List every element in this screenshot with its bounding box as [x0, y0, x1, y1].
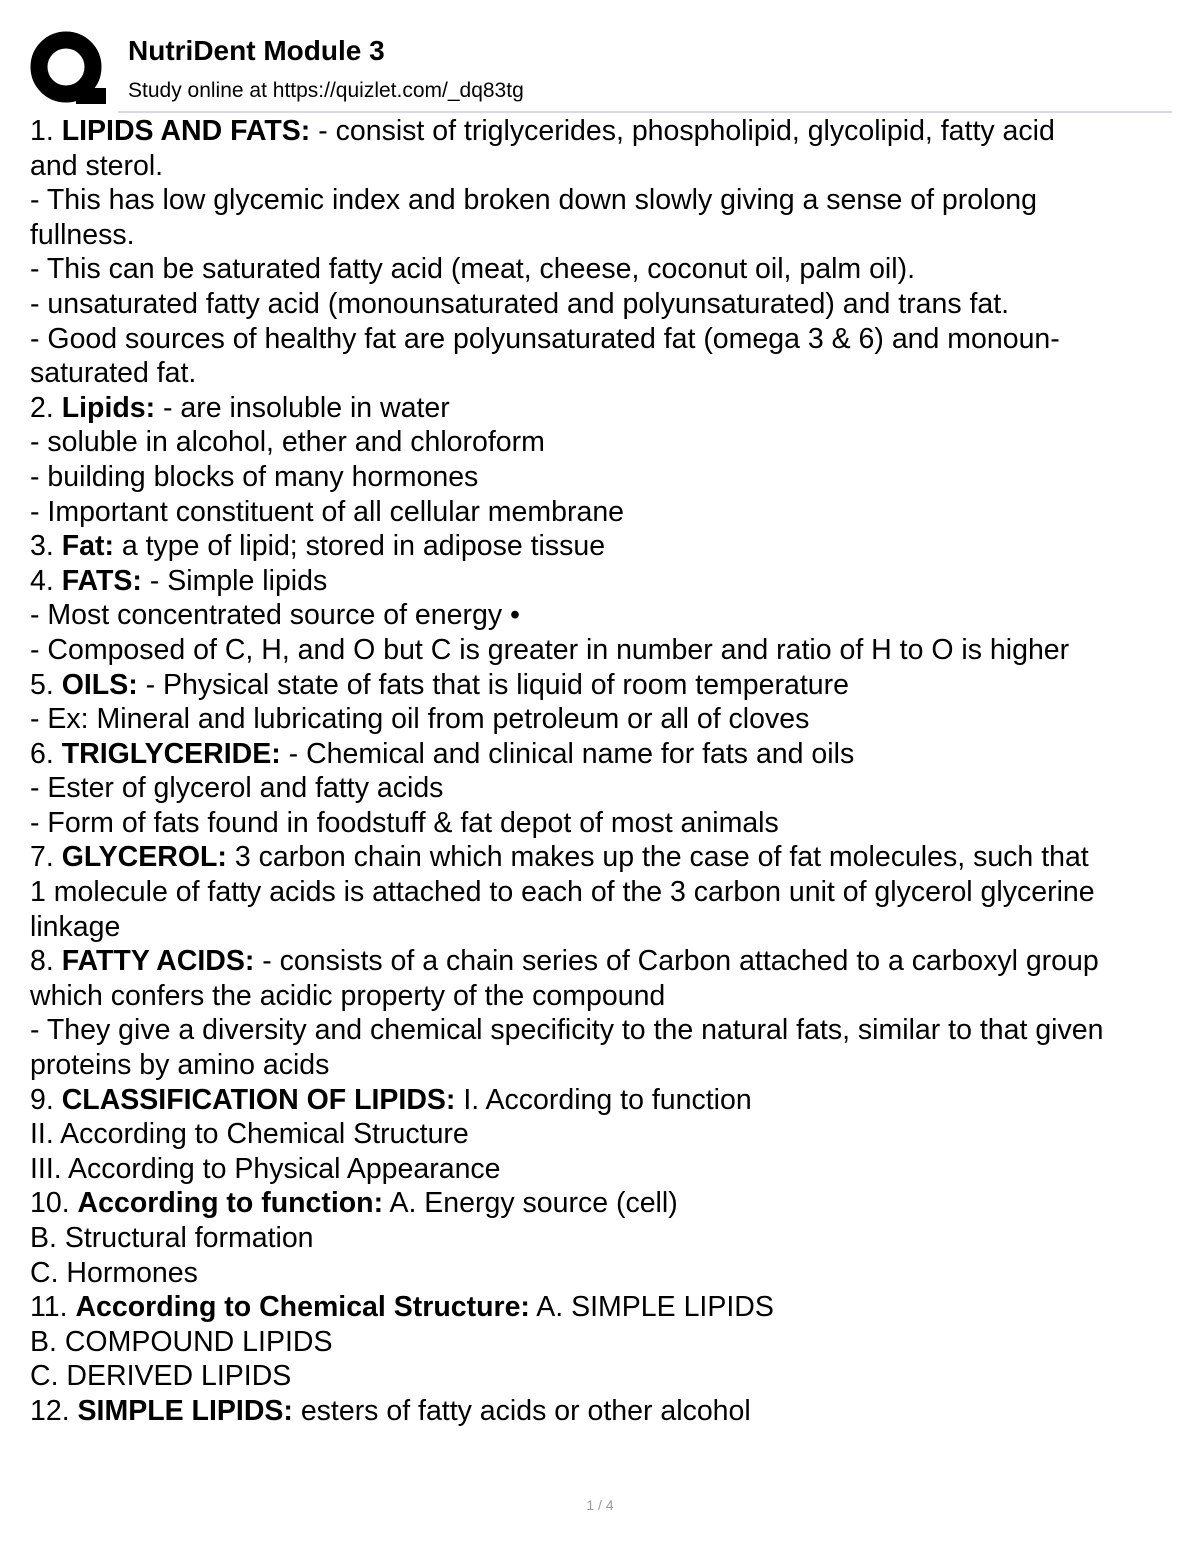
document-title: NutriDent Module 3 [128, 35, 385, 66]
definition-text: I. According to function [455, 1083, 752, 1116]
term-label: FATS: [61, 564, 142, 597]
item-number: 1. [30, 115, 54, 147]
flashcard-text-line [30, 356, 1180, 391]
definition-text: - are insoluble in water [155, 391, 450, 424]
flashcard-text-line [30, 287, 1180, 322]
flashcard-text-line [30, 425, 1180, 460]
definition-text: II. According to Chemical Structure [30, 1118, 469, 1151]
definition-text: - Physical state of fats that is liquid of room temperature [137, 668, 849, 701]
definition-text: - consists of a chain series of Carbon attached to a carboxyl group [254, 945, 1099, 978]
term-label: Lipids: [61, 391, 156, 424]
definition-text: 3 carbon chain which makes up the case of fat molecules, such that [226, 841, 1089, 874]
item-number: 3. [30, 530, 54, 563]
flashcard-term-line [30, 1083, 1180, 1118]
flashcard-text-line [30, 460, 1180, 495]
flashcard-term-line [30, 564, 1180, 599]
definition-text: - Simple lipids [141, 564, 328, 597]
page-number: 1 / 4 [586, 1497, 614, 1513]
flashcard-text-line [30, 875, 1180, 910]
term-label: SIMPLE LIPIDS: [77, 1394, 293, 1427]
term-label: LIPIDS AND FATS: [61, 115, 311, 147]
flashcard-text-line [30, 1048, 1180, 1083]
definition-text: C. DERIVED LIPIDS [30, 1360, 292, 1393]
definition-text: - Good sources of healthy fat are polyunsaturated fat (omega 3 & 6) and monoun- [30, 322, 1060, 355]
flashcard-term-line [30, 1290, 1180, 1325]
flashcard-text-line [30, 1256, 1180, 1291]
definition-text: a type of lipid; stored in adipose tissue [113, 530, 606, 563]
flashcard-term-line [30, 737, 1180, 772]
term-label: GLYCEROL: [61, 841, 227, 874]
item-number: 2. [30, 391, 54, 424]
definition-text: - Most concentrated source of energy • [30, 599, 520, 632]
term-label: FATTY ACIDS: [61, 945, 255, 978]
flashcard-text-line [30, 183, 1180, 218]
flashcard-term-line [30, 1186, 1180, 1221]
item-number: 8. [30, 945, 54, 978]
definition-text: - This can be saturated fatty acid (meat, cheese, coconut oil, palm oil). [30, 253, 915, 286]
term-label: OILS: [61, 668, 138, 701]
flashcard-text-line [30, 1221, 1180, 1256]
flashcard-text-line [30, 1359, 1180, 1394]
definition-text: - They give a diversity and chemical specificity to the natural fats, similar to that given [30, 1014, 1104, 1047]
definition-text: III. According to Physical Appearance [30, 1152, 501, 1185]
flashcard-text-line [30, 910, 1180, 945]
definition-text: - Important constituent of all cellular membrane [30, 495, 625, 528]
definition-text: - This has low glycemic index and broken down slowly giving a sense of prolong [30, 184, 1038, 217]
definition-text: which confers the acidic property of the compound [30, 979, 666, 1012]
item-number: 7. [30, 841, 54, 874]
flashcard-text-line [30, 806, 1180, 841]
item-number: 10. [30, 1187, 70, 1220]
flashcard-text-line [30, 598, 1180, 633]
definition-text: B. Structural formation [30, 1222, 314, 1254]
flashcard-list [30, 114, 1180, 1429]
definition-text: - Chemical and clinical name for fats and oils [280, 737, 855, 770]
item-number: 12. [30, 1394, 70, 1427]
term-label: Fat: [61, 530, 114, 563]
item-number: 4. [30, 564, 54, 597]
term-label: TRIGLYCERIDE: [61, 737, 281, 770]
definition-text: 1 molecule of fatty acids is attached to each of the 3 carbon unit of glycerol glycerine [30, 876, 1095, 909]
flashcard-text-line [30, 1117, 1180, 1152]
definition-text: - Ester of glycerol and fatty acids [30, 772, 444, 805]
item-number: 5. [30, 668, 54, 701]
flashcard-text-line [30, 979, 1180, 1014]
definition-text: proteins by amino acids [30, 1049, 330, 1082]
flashcard-text-line [30, 1013, 1180, 1048]
item-number: 6. [30, 737, 54, 770]
item-number: 9. [30, 1083, 54, 1116]
study-link-text: Study online at https://quizlet.com/_dq83tg [128, 79, 524, 102]
definition-text: A. SIMPLE LIPIDS [529, 1291, 774, 1324]
term-label: According to function: [77, 1187, 384, 1220]
term-label: CLASSIFICATION OF LIPIDS: [61, 1083, 456, 1116]
definition-text: A. Energy source (cell) [383, 1187, 678, 1220]
flashcard-term-line [30, 668, 1180, 703]
flashcard-text-line [30, 771, 1180, 806]
flashcard-text-line [30, 322, 1180, 357]
page-header [30, 30, 1172, 108]
definition-text: - Composed of C, H, and O but C is greater in number and ratio of H to O is higher [30, 633, 1070, 666]
definition-text: C. Hormones [30, 1256, 198, 1289]
flashcard-text-line [30, 149, 1180, 184]
flashcard-term-line [30, 114, 1180, 149]
flashcard-term-line [30, 840, 1180, 875]
flashcard-text-line [30, 252, 1180, 287]
flashcard-text-line [30, 702, 1180, 737]
definition-text: - unsaturated fatty acid (monounsaturated and polyunsaturated) and trans fat. [30, 287, 1010, 320]
definition-text: B. COMPOUND LIPIDS [30, 1325, 333, 1358]
flashcard-text-line [30, 1152, 1180, 1187]
flashcard-term-line [30, 1394, 1180, 1429]
definition-text: saturated fat. [30, 357, 197, 390]
flashcard-term-line [30, 944, 1180, 979]
item-number: 11. [30, 1291, 68, 1324]
definition-text: - building blocks of many hormones [30, 460, 479, 493]
definition-text: linkage [30, 910, 121, 943]
flashcard-text-line [30, 218, 1180, 253]
definition-text: and sterol. [30, 149, 164, 182]
definition-text: - soluble in alcohol, ether and chloroform [30, 426, 545, 459]
definition-text: - Form of fats found in foodstuff & fat depot of most animals [30, 806, 779, 839]
header-divider [118, 111, 1172, 113]
flashcard-text-line [30, 1325, 1180, 1360]
flashcard-text-line [30, 495, 1180, 530]
definition-text: esters of fatty acids or other alcohol [292, 1394, 751, 1427]
flashcard-term-line [30, 529, 1180, 564]
flashcard-term-line [30, 391, 1180, 426]
definition-text: - Ex: Mineral and lubricating oil from petroleum or all of cloves [30, 703, 810, 736]
quizlet-logo-icon [30, 30, 108, 108]
definition-text: fullness. [30, 218, 135, 251]
flashcard-text-line [30, 633, 1180, 668]
definition-text: - consist of triglycerides, phospholipid, glycolipid, fatty acid [310, 115, 1055, 147]
term-label: According to Chemical Structure: [75, 1291, 530, 1324]
